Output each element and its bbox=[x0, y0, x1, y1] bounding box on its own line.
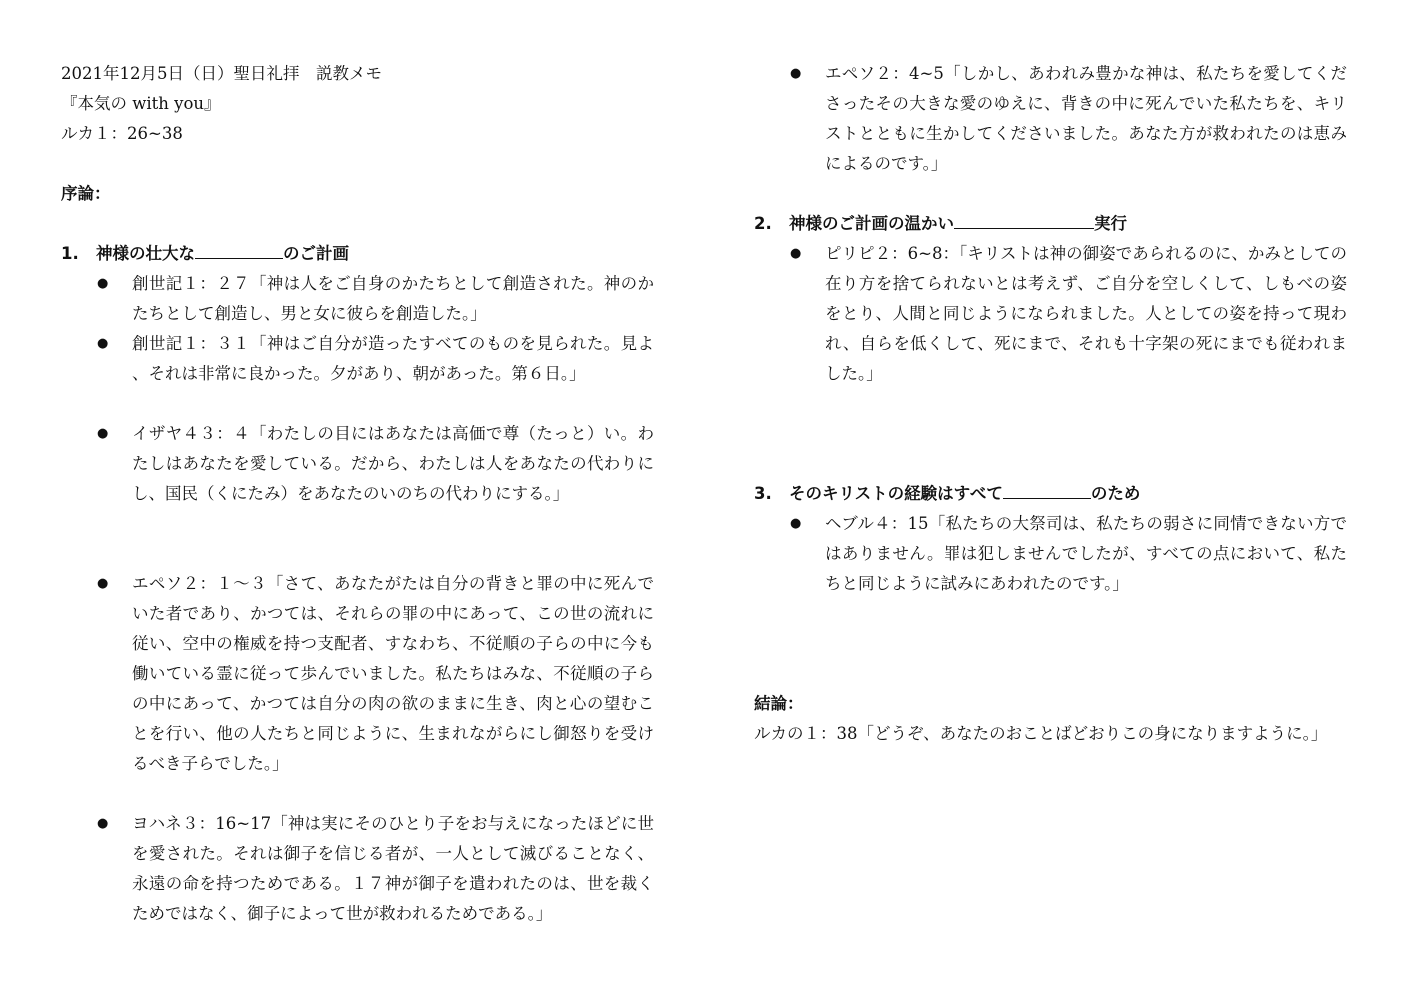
bullet-icon: ● bbox=[97, 336, 109, 351]
verse-text: ピリピ２：6~8：「キリストは神の御姿であられるのに、かみとしての在り方を捨てられないとは考えず、ご自分を空しくして、しもべの姿をとり、人間と同じようになられました。人としての姿を持って現われ、自らを低くして、死にまで、それも十字架の死にまでも従われました。」 bbox=[825, 244, 1347, 383]
section-heading-text: 神様のご計画の温かい bbox=[789, 214, 954, 233]
verse-text: 創世記１：２７「神は人をご自身のかたちとして創造された。神のかたちとして創造し、男と女に彼らを創造した。」 bbox=[132, 274, 654, 323]
conclusion-label: 結論： bbox=[754, 694, 804, 713]
bullet-icon: ● bbox=[790, 66, 802, 81]
section-heading-text: 神様の壮大な bbox=[96, 244, 195, 263]
section-number: 2. bbox=[754, 214, 772, 233]
section-number: 3. bbox=[754, 484, 772, 503]
bullet-icon: ● bbox=[97, 276, 109, 291]
left-column bbox=[61, 59, 661, 929]
section-heading-text: 実行 bbox=[1094, 214, 1127, 233]
section-3-heading bbox=[754, 479, 1354, 509]
bullet-icon: ● bbox=[790, 516, 802, 531]
bullet-item bbox=[61, 329, 654, 389]
bullet-item bbox=[61, 419, 654, 509]
bullet-item bbox=[754, 509, 1347, 599]
section-number: 1. bbox=[61, 244, 79, 263]
fill-in-blank bbox=[1003, 480, 1091, 499]
bullet-item bbox=[61, 569, 654, 779]
verse-text: ヘブル４：15「私たちの大祭司は、私たちの弱さに同情できない方ではありません。罪は犯しませんでしたが、すべての点において、私たちと同じように試みにあわれたのです。」 bbox=[825, 514, 1347, 593]
conclusion-text: ルカの１：38「どうぞ、あなたのおことばどおりこの身になりますように。」 bbox=[754, 724, 1328, 743]
bullet-icon: ● bbox=[97, 426, 109, 441]
fill-in-blank bbox=[954, 210, 1094, 229]
right-column bbox=[754, 59, 1354, 749]
verse-text: 創世記１：３１「神はご自分が造ったすべてのものを見られた。見よ、それは非常に良かった。夕があり、朝があった。第６日。」 bbox=[132, 334, 654, 383]
sermon-title: 『本気の with you』 bbox=[61, 94, 221, 113]
bullet-item bbox=[61, 269, 654, 329]
verse-text: イザヤ４３：４「わたしの目にはあなたは高価で尊（たっと）い。わたしはあなたを愛している。だから、わたしは人をあなたの代わりにし、国民（くにたみ）をあなたのいのちの代わりにする。」 bbox=[132, 424, 654, 503]
bullet-icon: ● bbox=[790, 246, 802, 261]
section-1-heading bbox=[61, 239, 661, 269]
intro-label: 序論： bbox=[61, 184, 111, 203]
date-line: 2021年12月5日（日）聖日礼拝 説教メモ bbox=[61, 64, 382, 83]
verse-text: エペソ２：１～３「さて、あなたがたは自分の背きと罪の中に死んでいた者であり、かつては、それらの罪の中にあって、この世の流れに従い、空中の権威を持つ支配者、すなわち、不従順の子らの中に今も働いている霊に従って歩んでいました。私たちはみな、不従順の子らの中にあって、かつては自分の肉の欲のままに生き、肉と心の望むことを行い、他の人たちと同じように、生まれながらにし御怒りを受けるべき子らでした。」 bbox=[132, 574, 654, 773]
section-heading-text: のご計画 bbox=[283, 244, 349, 263]
section-heading-text: そのキリストの経験はすべて bbox=[789, 484, 1003, 503]
bullet-icon: ● bbox=[97, 816, 109, 831]
fill-in-blank bbox=[195, 240, 283, 259]
scripture-reference: ルカ１：26~38 bbox=[61, 124, 183, 143]
section-heading-text: のため bbox=[1090, 484, 1141, 503]
verse-text: ヨハネ３：16~17「神は実にそのひとり子をお与えになったほどに世を愛された。それは御子を信じる者が、一人として滅びることなく、永遠の命を持つためである。１７神が御子を遣われたのは、世を裁くためではなく、御子によって世が救われるためである。」 bbox=[132, 814, 654, 923]
verse-text: エペソ２：4~5「しかし、あわれみ豊かな神は、私たちを愛してくださったその大きな愛のゆえに、背きの中に死んでいた私たちを、キリストとともに生かしてくださいました。あなた方が救われたのは恵みによるのです。」 bbox=[825, 64, 1347, 173]
bullet-icon: ● bbox=[97, 576, 109, 591]
bullet-item bbox=[754, 59, 1347, 179]
section-2-heading bbox=[754, 209, 1354, 239]
bullet-item bbox=[754, 239, 1347, 389]
bullet-item bbox=[61, 809, 654, 929]
